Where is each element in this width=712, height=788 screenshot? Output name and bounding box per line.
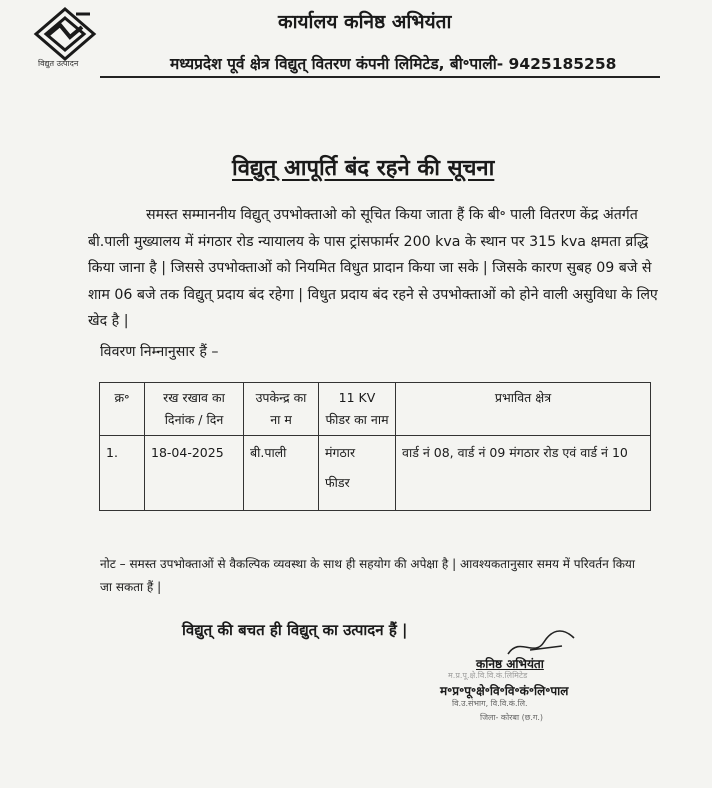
stamp-subline: वि.उ.संभाग, वि.वि.कं.लि.: [452, 699, 528, 708]
cell-date: 18-04-2025: [145, 436, 244, 511]
table-row: [100, 436, 651, 511]
note-text: नोट – समस्त उपभोक्ताओं से वैकल्पिक व्यवस्था के साथ ही सहयोग की अपेक्षा है | आवश्यकतानुसार समय में परिवर्तन किया जा सकता हैं |: [100, 557, 635, 594]
cell-feeder: [319, 436, 396, 511]
schedule-table: [99, 382, 651, 511]
header-serial: क्र॰: [100, 383, 145, 436]
logo-caption: विद्युत उत्पादन: [38, 59, 79, 68]
signatory-office: म॰प्र॰पू॰क्षे॰वि॰वि॰कं॰लि॰पाल: [440, 684, 569, 698]
notice-paragraph-text: समस्त सम्माननीय विद्युत् उपभोक्ताओ को सूचित किया जाता हैं कि बी॰ पाली वितरण केंद्र अंतर्गत बी.पाली मुख्यालय में मंगठार रोड न्यायालय के पास ट्रांसफार्मर 200 kva के स्थान पर 315 kva क्षमता व्रद्धि किया जाना है | जिससे उपभोक्ताओं को नियमित विधुत प्रादान किया जा सके | जिसके कारण सुबह 09 बजे से शाम 06 बजे तक विद्युत् प्रदाय बंद रहेगा | विधुत प्रदाय बंद रहने से उपभोक्ताओं को होने वाली असुविधा के लिए खेद है |: [88, 207, 658, 329]
stamp-line: म.प्र.पू.क्षे.वि.वि.कं.लिमिटेड: [448, 671, 528, 680]
stamp-district: जिला- कोरबा (छ.ग.): [480, 713, 544, 722]
cell-substation: बी.पाली: [244, 436, 319, 511]
feeder-line-1: मंगठार: [325, 445, 356, 460]
cell-area: वार्ड नं 08, वार्ड नं 09 मंगठार रोड एवं वार्ड नं 10: [396, 436, 651, 511]
cell-serial: 1.: [100, 436, 145, 511]
signatory-title: कनिष्ठ अभियंता: [476, 657, 544, 671]
table-header-row: [100, 383, 651, 436]
feeder-line-2: फीडर: [325, 475, 350, 490]
header-date: रख रखाव का दिनांक / दिन: [145, 383, 244, 436]
header-area: प्रभावित क्षेत्र: [396, 383, 651, 436]
office-title: कार्यालय कनिष्ठ अभियंता: [278, 11, 452, 33]
header-substation: उपकेन्द्र का ना म: [244, 383, 319, 436]
notice-title: विद्युत् आपूर्ति बंद रहने की सूचना: [232, 156, 495, 181]
header-divider: [100, 76, 660, 78]
header-feeder: 11 KV फीडर का नाम: [319, 383, 396, 436]
details-intro: विवरण निम्नानुसार हैं –: [100, 344, 219, 360]
notice-paragraph: [88, 202, 658, 335]
company-line: मध्यप्रदेश पूर्व क्षेत्र विद्युत् वितरण कंपनी लिमिटेड, बी॰पाली- 9425185258: [170, 55, 617, 73]
slogan: विद्युत् की बचत ही विद्युत् का उत्पादन हैं |: [182, 621, 408, 639]
